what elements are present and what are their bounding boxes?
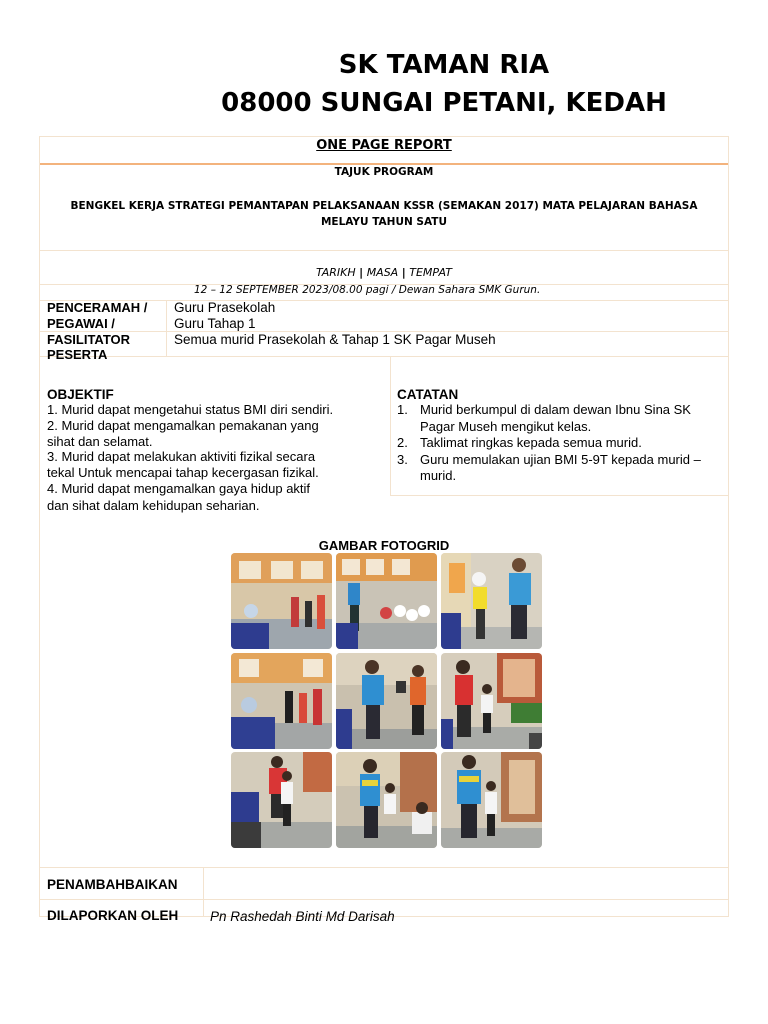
activity-photo — [231, 752, 332, 848]
activity-photo — [441, 752, 542, 848]
col-divider — [203, 867, 204, 917]
note-number: 2. — [397, 435, 408, 450]
date-label-part: TEMPAT — [409, 266, 452, 279]
objective-line: 3. Murid dapat melakukan aktiviti fizikal secara — [47, 449, 316, 465]
activity-photo — [336, 752, 437, 848]
date-label-part: TARIKH — [316, 266, 356, 279]
note-text: Murid berkumpul di dalam dewan Ibnu Sina SK Pagar Museh mengikut kelas. — [420, 402, 691, 434]
date-label-part: MASA — [366, 266, 399, 279]
report-title: ONE PAGE REPORT — [316, 138, 452, 153]
objective-line: tekal Untuk mencapai tahap kecergasan fizikal. — [47, 465, 319, 481]
reported-by-name: Pn Rashedah Binti Md Darisah — [210, 909, 395, 924]
activity-photo — [336, 553, 437, 649]
improvement-label: PENAMBAHBAIKAN — [47, 877, 178, 892]
objectives-heading: OBJEKTIF — [47, 387, 114, 402]
speaker-label-line: PEGAWAI / — [47, 316, 115, 331]
speaker-label — [47, 300, 147, 348]
activity-photo — [231, 653, 332, 749]
objective-line: 2. Murid dapat mengamalkan pemakanan yang — [47, 417, 319, 433]
note-number: 1. — [397, 402, 408, 417]
school-name: SK TAMAN RIA — [338, 50, 550, 80]
reported-by-label: DILAPORKAN OLEH — [47, 908, 179, 923]
notes-list — [397, 402, 722, 485]
speaker-value — [174, 300, 275, 332]
objective-line: dan sihat dalam kehidupan seharian. — [47, 497, 260, 513]
title-divider — [40, 163, 728, 165]
activity-photo — [231, 553, 332, 649]
activity-photo — [441, 553, 542, 649]
row-divider — [40, 899, 728, 900]
photo-grid — [231, 553, 543, 848]
note-text: Guru memulakan ujian BMI 5-9T kepada murid – murid. — [420, 451, 701, 483]
row-divider — [40, 867, 728, 868]
program-label: TAJUK PROGRAM — [334, 166, 434, 178]
objectives-list — [47, 402, 377, 514]
participants-value: Semua murid Prasekolah & Tahap 1 SK Pagar Museh — [174, 332, 496, 347]
objective-line: 4. Murid dapat mengamalkan gaya hidup aktif — [47, 480, 311, 496]
note-item — [397, 452, 722, 485]
program-title: BENGKEL KERJA STRATEGI PEMANTAPAN PELAKSANAAN KSSR (SEMAKAN 2017) MATA PELAJARAN BAHASA MELAYU TAHUN SATU — [70, 200, 698, 228]
date-value: 12 – 12 SEPTEMBER 2023/08.00 pagi / Dewan Sahara SMK Gurun. — [194, 284, 541, 296]
photo-grid-heading: GAMBAR FOTOGRID — [318, 538, 450, 553]
row-divider — [40, 356, 728, 357]
activity-photo — [336, 653, 437, 749]
speaker-label-line: PENCERAMAH / — [47, 300, 148, 315]
speaker-value-line: Guru Prasekolah — [174, 300, 276, 315]
school-address: 08000 SUNGAI PETANI, KEDAH — [221, 88, 667, 118]
note-number: 3. — [397, 451, 408, 467]
objective-line: sihat dan selamat. — [47, 433, 153, 449]
row-divider — [40, 250, 728, 251]
notes-heading: CATATAN — [397, 387, 459, 402]
speaker-value-line: Guru Tahap 1 — [174, 316, 256, 331]
activity-photo — [441, 653, 542, 749]
participants-label: PESERTA — [47, 347, 108, 362]
objective-line: 1. Murid dapat mengetahui status BMI diri sendiri. — [47, 402, 334, 417]
note-item — [397, 435, 722, 452]
date-label: TARIKH | MASA | TEMPAT — [316, 266, 452, 279]
note-text: Taklimat ringkas kepada semua murid. — [420, 435, 642, 450]
col-divider — [166, 300, 167, 356]
row-divider — [390, 495, 728, 496]
speaker-label-line: FASILITATOR — [47, 332, 131, 347]
col-divider — [390, 356, 391, 495]
note-item — [397, 402, 722, 435]
